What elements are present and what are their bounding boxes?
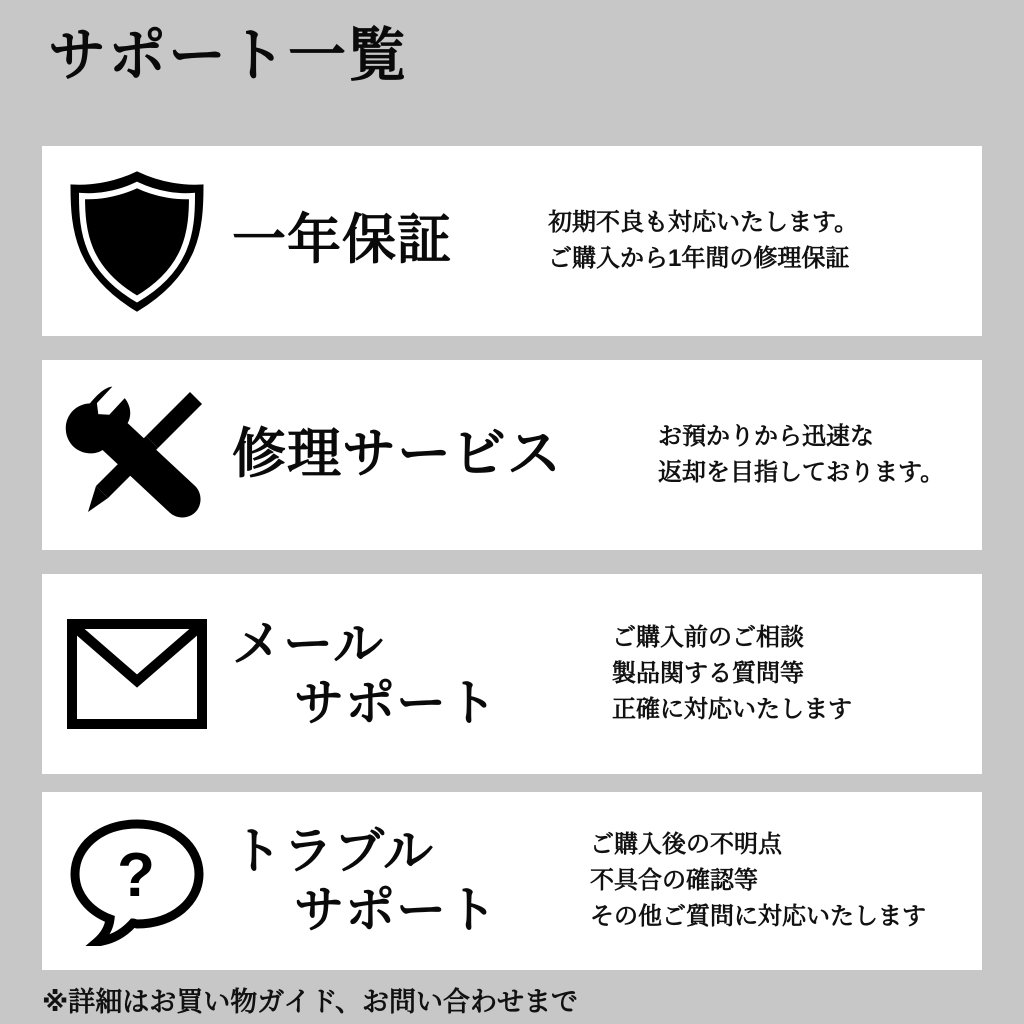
- card-heading-slot: [232, 209, 522, 273]
- question-speech-bubble-icon: [42, 792, 232, 970]
- wrench-screwdriver-icon: [42, 360, 232, 550]
- card-heading-line2: サポート: [294, 675, 498, 731]
- card-description-line2: 製品関する質問等: [612, 660, 804, 687]
- card-heading-line1: メール: [232, 616, 384, 672]
- card-description-line1: お預かりから迅速な: [658, 423, 874, 450]
- card-heading-line1: トラブル: [232, 823, 434, 879]
- footnote: ※詳細はお買い物ガイド、お問い合わせまで: [42, 987, 579, 1017]
- card-description-line3: その他ご質問に対応いたします: [590, 903, 926, 930]
- card-heading-slot: [232, 822, 552, 940]
- support-card-mail: [42, 574, 982, 774]
- card-description: [548, 205, 858, 277]
- card-description-slot: [632, 419, 982, 491]
- card-description-line2: 不具合の確認等: [590, 867, 758, 894]
- card-description-slot: [552, 827, 982, 935]
- shield-icon: [42, 146, 232, 336]
- card-description-slot: [572, 620, 982, 728]
- card-heading: [232, 822, 498, 940]
- card-description-slot: [522, 205, 982, 277]
- svg-text:?: ?: [117, 841, 155, 910]
- card-description: [590, 827, 926, 935]
- card-description-line3: 正確に対応いたします: [612, 696, 852, 723]
- card-description-line1: ご購入後の不明点: [590, 831, 782, 858]
- card-description-line2: 返却を目指しております。: [658, 459, 945, 486]
- card-heading-slot: [232, 615, 572, 733]
- card-heading-line2: サポート: [294, 882, 498, 938]
- envelope-icon: [42, 574, 232, 774]
- card-heading: [232, 615, 498, 733]
- support-card-repair: [42, 360, 982, 550]
- card-description-line2: ご購入から1年間の修理保証: [548, 245, 850, 272]
- support-card-warranty: [42, 146, 982, 336]
- page-title: サポート一覧: [48, 23, 409, 88]
- card-description-line1: ご購入前のご相談: [612, 624, 804, 651]
- card-heading: 一年保証: [232, 210, 452, 271]
- card-heading: 修理サービス: [232, 424, 562, 485]
- card-description: [612, 620, 852, 728]
- card-description: [658, 419, 944, 491]
- card-description-line1: 初期不良も対応いたします。: [548, 209, 859, 236]
- support-card-trouble: [42, 792, 982, 970]
- card-heading-slot: [232, 423, 632, 487]
